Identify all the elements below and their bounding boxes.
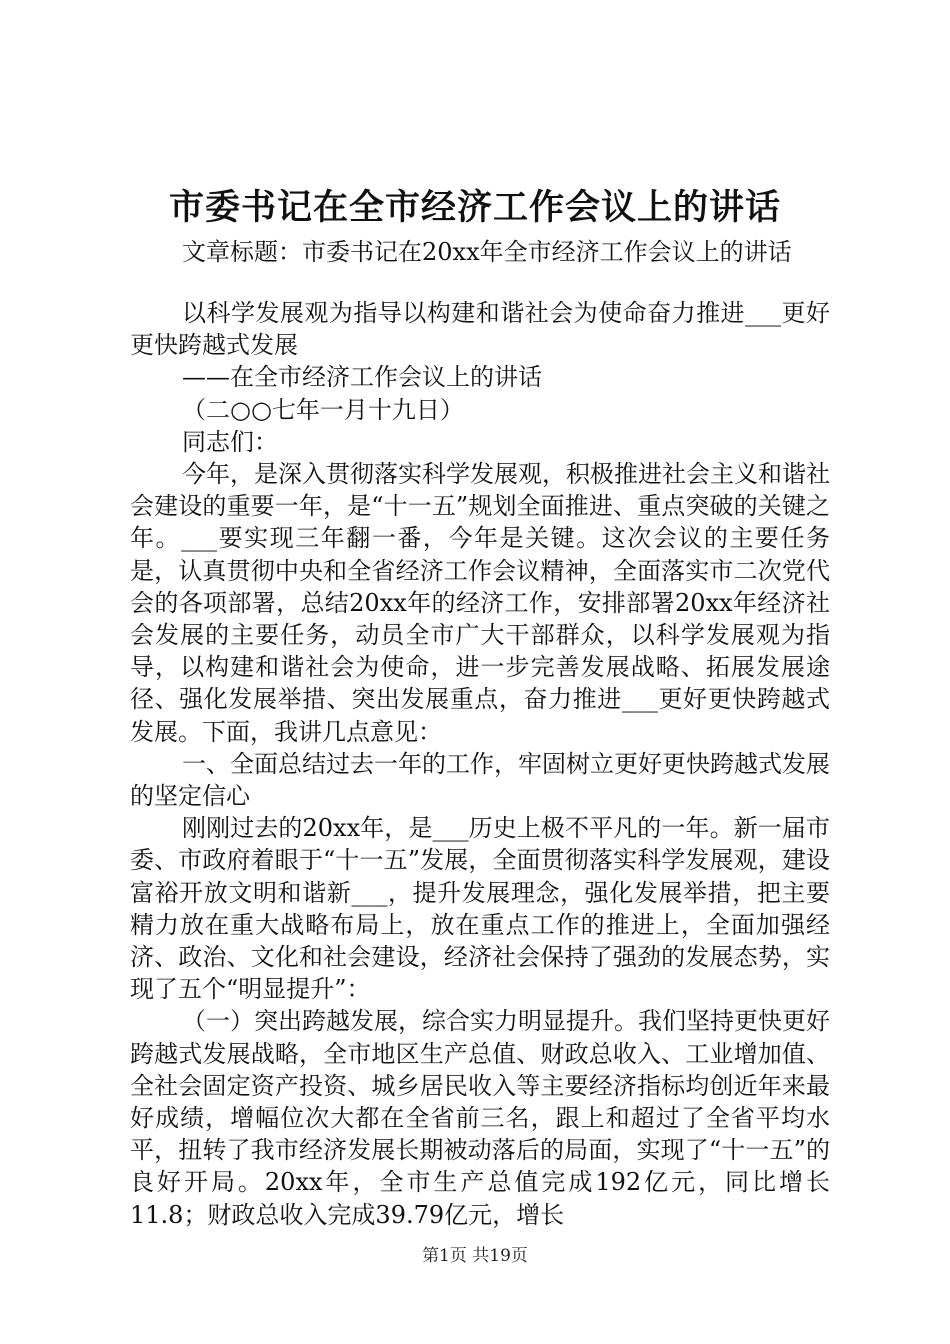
body-paragraph: 今年，是深入贯彻落实科学发展观，积极推进社会主义和谐社会建设的重要一年，是“十一五”规划全面推进、重点突破的关键之年。___要实现三年翻一番，今年是关键。这次会议的主要任务是，认真贯彻中央和全省经济工作会议精神，全面落实市二次党代会的各项部署，总结20xx年的经济工作，安排部署20xx年经济社会发展的主要任务，动员全市广大干部群众，以科学发展观为指导，以构建和谐社会为使命，进一步完善发展战略、拓展发展途径、强化发展举措、突出发展重点，奋力推进___更好更快跨越式发展。下面，我讲几点意见： xyxy=(130,460,830,746)
body-paragraph: 刚刚过去的20xx年，是___历史上极不平凡的一年。新一届市委、市政府着眼于“十一五”发展，全面贯彻落实科学发展观，建设富裕开放文明和谐新___，提升发展理念，强化发展举措，把主要精力放在重大战略布局上，放在重点工作的推进上，全面加强经济、政治、文化和社会建设，经济社会保持了强劲的发展态势，实现了五个“明显提升”： xyxy=(130,814,830,1004)
speech-date: （二○○七年一月十九日） xyxy=(182,395,464,424)
speech-heading: 以科学发展观为指导以构建和谐社会为使命奋力推进___更好更快跨越式发展 xyxy=(130,299,830,360)
article-title-line: 文章标题：市委书记在20xx年全市经济工作会议上的讲话 xyxy=(182,238,792,266)
document-title: 市委书记在全市经济工作会议上的讲话 xyxy=(168,187,781,228)
section-heading: 一、全面总结过去一年的工作，牢固树立更好更快跨越式发展的坚定信心 xyxy=(130,749,830,811)
speech-subheading: ——在全市经济工作会议上的讲话 xyxy=(182,363,542,392)
page-number: 第1页 共19页 xyxy=(422,1246,528,1266)
body-paragraph: （一）突出跨越发展，综合实力明显提升。我们坚持更快更好跨越式发展战略，全市地区生产总值、财政总收入、工业增加值、全社会固定资产投资、城乡居民收入等主要经济指标均创近年来最好成绩，增幅位次大都在全省前三名，跟上和超过了全省平均水平，扭转了我市经济发展长期被动落后的局面，实现了“十一五”的良好开局。20xx年，全市生产总值完成192亿元，同比增长11.8；财政总收入完成39.79亿元，增长 xyxy=(130,1007,830,1229)
document-body xyxy=(130,297,830,1231)
salutation: 同志们： xyxy=(182,427,278,456)
